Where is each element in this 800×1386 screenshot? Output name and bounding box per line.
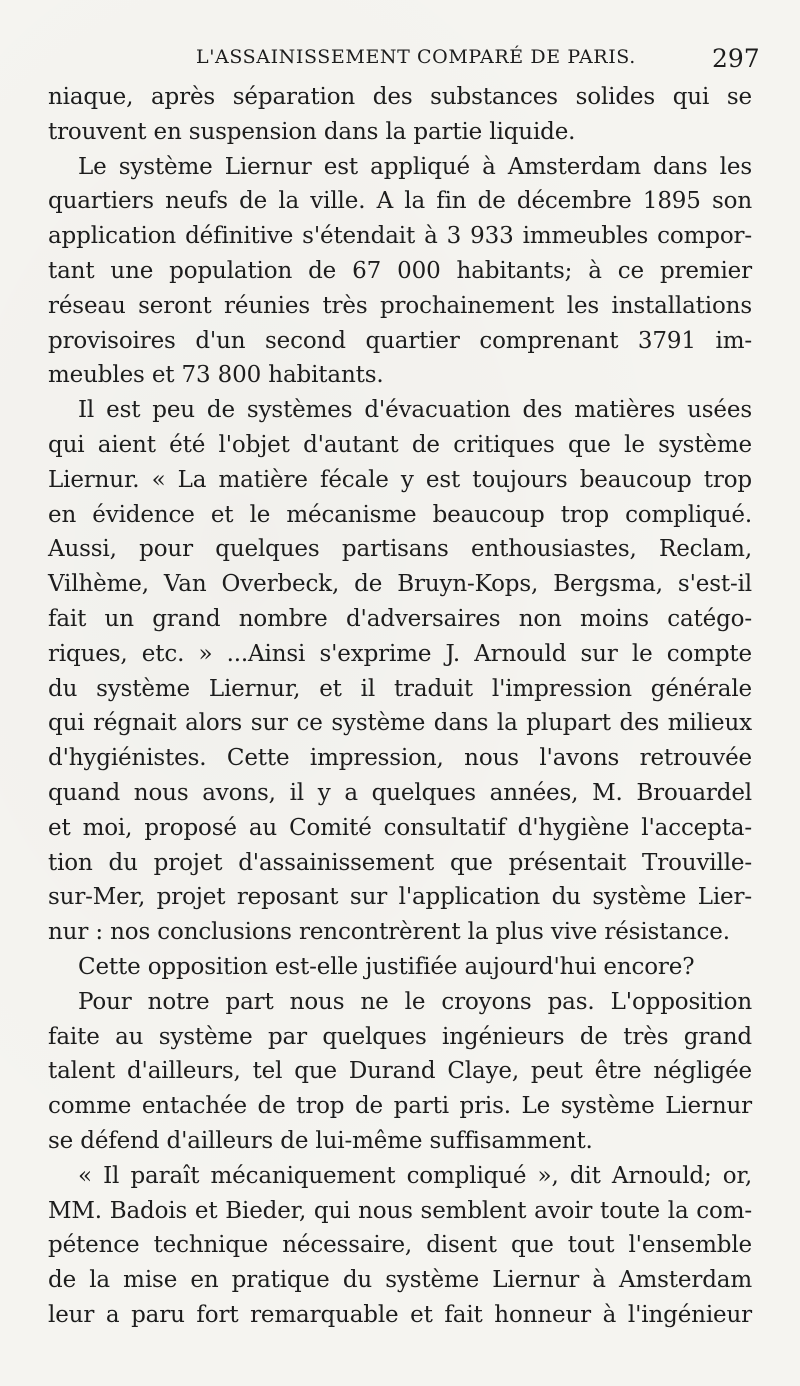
page-number: 297 [712,44,760,73]
text-line: MM. Badois et Bieder, qui nous semblent avoir toute la com- [48,1197,752,1224]
text-line: pétence technique nécessaire, disent que tout l'ensemble [48,1232,752,1259]
text-line: Vilhème, Van Overbeck, de Bruyn-Kops, Bergsma, s'est-il [48,571,752,598]
running-title: L'ASSAINISSEMENT COMPARÉ DE PARIS. [196,46,636,68]
text-line: tion du projet d'assainissement que présentait Trouville- [48,849,752,876]
text-line: de la mise en pratique du système Liernur à Amsterdam [48,1267,752,1294]
text-line: Il est peu de systèmes d'évacuation des matières usées [78,397,752,424]
text-line: qui aient été l'objet d'autant de critiques que le système [48,431,752,458]
page-header [0,40,800,80]
body-text [48,80,752,1333]
text-line: et moi, proposé au Comité consultatif d'hygiène l'accepta- [48,814,752,841]
text-line: d'hygiénistes. Cette impression, nous l'avons retrouvée [48,745,752,772]
text-line: application définitive s'étendait à 3 933 immeubles compor- [48,223,752,250]
text-line: Liernur. « La matière fécale y est toujours beaucoup trop [48,466,752,493]
text-line: Pour notre part nous ne le croyons pas. L'opposition [78,988,752,1015]
text-line: provisoires d'un second quartier comprenant 3791 im- [48,327,752,354]
text-line: « Il paraît mécaniquement compliqué », dit Arnould; or, [78,1162,752,1189]
text-line: meubles et 73 800 habitants. [48,362,384,389]
text-line: leur a paru fort remarquable et fait honneur à l'ingénieur [48,1301,752,1328]
text-line: trouvent en suspension dans la partie liquide. [48,118,576,145]
text-line: Cette opposition est-elle justifiée aujourd'hui encore? [78,953,695,980]
text-line: quartiers neufs de la ville. A la fin de décembre 1895 son [48,188,752,215]
text-line: faite au système par quelques ingénieurs de très grand [48,1023,752,1050]
text-line: se défend d'ailleurs de lui-même suffisamment. [48,1127,593,1154]
text-line: fait un grand nombre d'adversaires non moins catégo- [48,605,752,632]
text-line: nur : nos conclusions rencontrèrent la plus vive résistance. [48,919,730,946]
text-line: Aussi, pour quelques partisans enthousiastes, Reclam, [48,536,752,563]
text-line: qui régnait alors sur ce système dans la plupart des milieux [48,710,752,737]
text-line: du système Liernur, et il traduit l'impression générale [48,675,752,702]
text-line: en évidence et le mécanisme beaucoup trop compliqué. [48,501,752,528]
text-line: talent d'ailleurs, tel que Durand Claye, peut être négligée [48,1058,752,1085]
text-line: comme entachée de trop de parti pris. Le système Liernur [48,1093,752,1120]
text-line: quand nous avons, il y a quelques années, M. Brouardel [48,779,752,806]
text-line: sur-Mer, projet reposant sur l'application du système Lier- [48,884,752,911]
text-line: Le système Liernur est appliqué à Amsterdam dans les [78,153,752,180]
text-line: niaque, après séparation des substances solides qui se [48,84,752,110]
text-line: tant une population de 67 000 habitants; à ce premier [48,257,752,284]
text-line: riques, etc. » ...Ainsi s'exprime J. Arnould sur le compte [48,640,752,667]
text-line: réseau seront réunies très prochainement les installations [48,292,752,319]
